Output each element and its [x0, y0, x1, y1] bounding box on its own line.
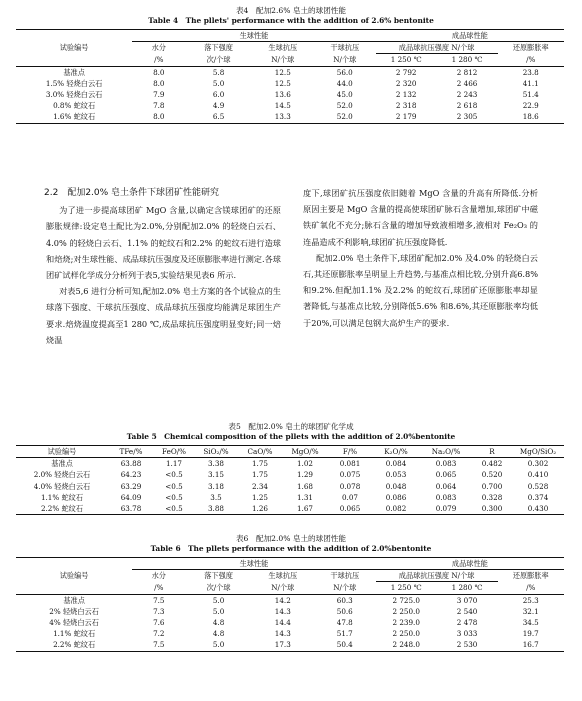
table5-block: [0, 422, 582, 515]
row-label: 基准点: [63, 595, 85, 605]
table-cell: 14.2: [274, 595, 291, 605]
table4-caption-en: Table 4 The pllets' performance with the addition of 2.6% bentonite: [148, 16, 434, 25]
table-cell: 1.31: [296, 492, 313, 502]
table-cell: 2 725.0: [392, 595, 420, 605]
t4-h-water: 水分: [151, 43, 166, 53]
row-label: 基准点: [51, 459, 73, 469]
row-label: 2.2% 蛇纹石: [53, 640, 96, 650]
table-row: [16, 111, 564, 123]
table-cell: 1.75: [251, 459, 268, 469]
table-cell: 0.302: [527, 459, 549, 469]
column-header: 试验编号: [47, 447, 77, 456]
table-cell: 7.5: [153, 595, 165, 605]
t6-h-dcs-unit: N/个球: [333, 583, 357, 593]
table-cell: 34.5: [522, 618, 539, 628]
table-cell: 3 033: [456, 629, 478, 639]
table-cell: 1.02: [296, 459, 313, 469]
t4-h-t2: 1 280 ℃: [451, 55, 483, 65]
table-cell: 0.430: [527, 504, 549, 514]
right-paragraph-1: 度下,球团矿抗压强度依旧随着 MgO 含量的升高有所降低.分析原因主要是 MgO 含量的提高使球团矿脉石含量增加,球团矿中磁铁矿氧化不充分;脉石含量的增加导致液相增多,液相对 Fe₂O₃ 的连晶造成不利影响,球团矿抗压强度降低.: [303, 188, 538, 247]
table-cell: 12.5: [274, 67, 291, 77]
table-cell: 0.410: [527, 470, 549, 480]
column-header: K₂O/%: [384, 447, 408, 456]
table-cell: 7.3: [153, 606, 165, 616]
table-cell: 1.26: [251, 504, 268, 514]
table-cell: 2 243: [456, 90, 478, 100]
table-cell: 2 318: [395, 101, 417, 111]
t6-h-id: 试验编号: [16, 558, 132, 595]
table-cell: 0.300: [481, 504, 503, 514]
t4-h-gcs: 生球抗压: [268, 43, 298, 53]
table-cell: 1.25: [251, 492, 268, 502]
left-paragraph-1: 为了进一步提高球团矿 MgO 含量,以确定含镁球团矿的还原膨胀规律:设定皂土配比为2.0%,分别配加2.0% 的轻烧白云石、4.0% 的轻烧白云石、1.1% 的蛇纹石和2.2% 的蛇纹石进行造球和焙烧;对生球性能、成品球抗压强度及还原膨胀率进行测定.各球团矿试样化学成分分析列于表5,实验结果见表6 所示.: [46, 205, 281, 281]
table-cell: 3.5: [210, 492, 222, 502]
table-cell: 0.084: [385, 459, 407, 469]
table-cell: 52.0: [336, 112, 353, 122]
table-row: [16, 469, 564, 480]
table-cell: 23.8: [522, 67, 539, 77]
section-heading: 2.2 配加2.0% 皂土条件下球团矿性能研究: [44, 188, 220, 198]
table-cell: 5.0: [212, 606, 225, 616]
table-cell: 7.8: [153, 101, 165, 111]
table-cell: 4.9: [212, 101, 225, 111]
table-cell: 0.065: [339, 504, 361, 514]
table-row: [16, 503, 564, 515]
table-cell: 1.75: [251, 470, 268, 480]
table-cell: 64.09: [120, 492, 142, 502]
table-cell: 50.4: [336, 640, 353, 650]
table-cell: 44.0: [336, 78, 353, 88]
table-cell: 7.9: [153, 90, 165, 100]
column-header: SiO₂/%: [203, 447, 229, 456]
table-cell: 16.7: [522, 640, 539, 650]
table-cell: 1.67: [296, 504, 313, 514]
t6-h-t1: 1 250 ℃: [390, 583, 422, 593]
table-cell: 7.6: [153, 618, 165, 628]
table-cell: 0.053: [385, 470, 407, 480]
t4-h-drop: 落下强度: [204, 43, 233, 53]
row-label: 1.6% 蛇纹石: [53, 112, 96, 122]
table5: [16, 445, 564, 515]
row-label: 2.0% 轻烧白云石: [33, 470, 91, 480]
table-cell: 3 070: [456, 595, 478, 605]
right-paragraph-2: 配加2.0% 皂土条件下,球团矿配加2.0% 及4.0% 的轻烧白云石,其还原膨胀率呈明显上升趋势,与基准点相比较,分别升高6.8% 和9.2%.但配加1.1% 及2.2% 的蛇纹石,球团矿还原膨胀率却显著降低,与基准点比较,分别降低5.6% 和8.6%,其还原膨胀率均低于20%,可以满足包钢大高炉生产的要求.: [303, 252, 538, 328]
t4-h-swell: 还原膨胀率: [512, 43, 549, 53]
table-row: [16, 89, 564, 100]
table-cell: 63.78: [120, 504, 142, 514]
column-header: Na₂O/%: [431, 447, 461, 456]
table-cell: 0.065: [435, 470, 457, 480]
t6-h-swell: 还原膨胀率: [512, 571, 549, 581]
row-label: 基准点: [63, 67, 85, 77]
table-cell: 3.15: [207, 470, 224, 480]
table-cell: 1.29: [296, 470, 313, 480]
row-label: 1.1% 蛇纹石: [53, 629, 96, 639]
table-cell: 4.8: [212, 629, 225, 639]
table-cell: 2 618: [456, 101, 478, 111]
t6-h-green: 生球性能: [132, 558, 376, 570]
table-row: [16, 594, 564, 606]
table-cell: 0.374: [527, 492, 549, 502]
table-cell: 0.048: [385, 481, 407, 491]
table-cell: 2 239.0: [392, 618, 420, 628]
table6-caption-cn: 表6 配加2.0% 皂土的球团性能: [235, 534, 347, 543]
left-paragraph-2: 对表5,6 进行分析可知,配加2.0% 皂土方案的各个试验点的生球落下强度、干球抗压强度、成品球抗压强度均能满足球团生产要求.焙烧温度提高至1 280 ℃,成品球抗压强度明显变好;同一焙烧温: [46, 286, 281, 345]
table-cell: 14.4: [274, 618, 291, 628]
table-cell: 47.8: [336, 618, 353, 628]
table-cell: 0.082: [385, 504, 407, 514]
table-cell: 32.1: [522, 606, 539, 616]
table-cell: 45.0: [336, 90, 353, 100]
column-header: F/%: [342, 447, 358, 456]
t6-h-drop-unit: 次/个球: [206, 583, 231, 593]
table-cell: 2 250.0: [392, 629, 420, 639]
table-cell: 2 812: [456, 67, 478, 77]
table-cell: 64.23: [120, 470, 142, 480]
table-cell: 0.083: [435, 459, 457, 469]
table-row: [16, 481, 564, 492]
table-cell: 56.0: [336, 67, 353, 77]
table-cell: 0.083: [435, 492, 457, 502]
table-cell: 52.0: [336, 101, 353, 111]
t6-h-dcs: 干球抗压: [330, 571, 360, 581]
t4-h-gcs-unit: N/个球: [271, 55, 295, 65]
table-cell: 0.520: [481, 470, 503, 480]
table-cell: 2 305: [456, 112, 478, 122]
table-cell: 7.5: [153, 640, 165, 650]
table-cell: 14.5: [274, 101, 291, 111]
left-column: [46, 185, 281, 348]
table-cell: 7.2: [153, 629, 165, 639]
table-cell: 5.0: [212, 595, 225, 605]
table-cell: 2 250.0: [392, 606, 420, 616]
t4-h-swell-unit: /%: [526, 55, 536, 65]
table-cell: 0.081: [339, 459, 361, 469]
table-row: [16, 606, 564, 617]
row-label: 3.0% 轻烧白云石: [45, 90, 103, 100]
table-cell: 2 320: [395, 78, 417, 88]
table-cell: 3.18: [207, 481, 224, 491]
column-header: MgO/%: [291, 447, 319, 456]
table-cell: 0.328: [481, 492, 503, 502]
column-header: CaO/%: [247, 447, 273, 456]
table-cell: 0.700: [481, 481, 503, 491]
table-cell: 2 792: [395, 67, 417, 77]
table-cell: 18.6: [522, 112, 539, 122]
column-header: MgO/SiO₂: [519, 447, 557, 456]
t4-h-fcs: 成品球抗压强度 N/个球: [376, 42, 498, 54]
t6-h-gcs-unit: N/个球: [271, 583, 295, 593]
row-label: 4% 轻烧白云石: [49, 618, 99, 628]
t4-h-dcs: 干球抗压: [330, 43, 360, 53]
table-cell: 0.075: [339, 470, 361, 480]
table-cell: 0.079: [435, 504, 457, 514]
table-cell: 2 478: [456, 618, 478, 628]
table-cell: 1.17: [165, 459, 182, 469]
table-cell: 6.0: [212, 90, 225, 100]
row-label: 4.0% 轻烧白云石: [33, 481, 91, 491]
table-cell: 0.086: [385, 492, 407, 502]
table-cell: 63.88: [120, 459, 142, 469]
table-cell: 51.7: [336, 629, 353, 639]
t6-h-drop: 落下强度: [204, 571, 233, 581]
t4-h-fired: 成品球性能: [376, 30, 564, 42]
t6-h-swell-unit: /%: [526, 583, 536, 593]
table-cell: 2 132: [395, 90, 417, 100]
table-cell: 2 248.0: [392, 640, 420, 650]
row-label: 1.1% 蛇纹石: [40, 492, 84, 502]
table-cell: 5.8: [212, 67, 225, 77]
row-label: 0.8% 蛇纹石: [53, 101, 96, 111]
table-cell: 2 179: [395, 112, 417, 122]
table-cell: 2.34: [251, 481, 268, 491]
table-cell: 3.88: [207, 504, 224, 514]
table-cell: <0.5: [165, 481, 183, 491]
t4-h-dcs-unit: N/个球: [333, 55, 357, 65]
table-cell: <0.5: [165, 470, 183, 480]
t6-h-fired: 成品球性能: [376, 558, 564, 570]
table-cell: 19.7: [522, 629, 539, 639]
t4-h-drop-unit: 次/个球: [206, 55, 231, 65]
table-row: [16, 639, 564, 651]
table5-header-row: [16, 446, 564, 458]
table-cell: 3.38: [207, 459, 224, 469]
column-header: FeO/%: [162, 447, 186, 456]
table-cell: 17.3: [274, 640, 291, 650]
table-cell: 25.3: [522, 595, 539, 605]
table-cell: 1.68: [296, 481, 313, 491]
table-cell: 13.3: [274, 112, 291, 122]
table-row: [16, 617, 564, 628]
row-label: 2% 轻烧白云石: [49, 606, 99, 616]
column-header: R: [489, 447, 495, 456]
table6-block: [0, 534, 582, 652]
table-cell: 0.528: [527, 481, 549, 491]
table-cell: 13.6: [274, 90, 291, 100]
table6: [16, 557, 564, 652]
column-header: TFe/%: [119, 447, 143, 456]
table-cell: 0.07: [341, 492, 358, 502]
table-cell: 14.3: [274, 606, 291, 616]
table-cell: 2 540: [456, 606, 478, 616]
table-cell: 63.29: [120, 481, 142, 491]
table-row: [16, 492, 564, 503]
table-cell: <0.5: [165, 504, 183, 514]
table6-caption-en: Table 6 The pllets performance with the addition of 2.0%bentonite: [150, 544, 432, 553]
table4-caption-cn: 表4 配加2.6% 皂土的球团性能: [235, 6, 347, 15]
table-cell: 8.0: [153, 67, 165, 77]
table-row: [16, 628, 564, 639]
table-cell: 14.3: [274, 629, 291, 639]
table-row: [16, 78, 564, 89]
table4-body: [16, 66, 564, 123]
table-row: [16, 66, 564, 78]
table4: [16, 29, 564, 124]
table-cell: 6.5: [212, 112, 225, 122]
table-cell: 41.1: [522, 78, 539, 88]
table-cell: 50.6: [336, 606, 353, 616]
t6-h-water-unit: /%: [154, 583, 164, 593]
table-cell: 5.0: [212, 640, 225, 650]
t4-h-water-unit: /%: [154, 55, 164, 65]
table-cell: 0.482: [481, 459, 503, 469]
table-cell: 5.0: [212, 78, 225, 88]
table-cell: 8.0: [153, 78, 165, 88]
table-cell: <0.5: [165, 492, 183, 502]
table-cell: 60.3: [336, 595, 353, 605]
table-cell: 0.078: [339, 481, 361, 491]
t4-h-green: 生球性能: [132, 30, 376, 42]
table-row: [16, 100, 564, 111]
table-cell: 51.4: [522, 90, 539, 100]
table5-caption-cn: 表5 配加2.0% 皂土的球团矿化学成: [228, 422, 354, 431]
table4-block: [0, 6, 582, 124]
table6-body: [16, 594, 564, 651]
table-row: [16, 458, 564, 470]
t6-h-fcs: 成品球抗压强度 N/个球: [376, 570, 498, 582]
t6-h-gcs: 生球抗压: [268, 571, 298, 581]
table5-body: [16, 458, 564, 515]
t4-h-t1: 1 250 ℃: [390, 55, 422, 65]
table5-caption-en: Table 5 Chemical composition of the pllets with the addition of 2.0%bentonite: [126, 432, 456, 441]
table-cell: 12.5: [274, 78, 291, 88]
table-cell: 2 530: [456, 640, 478, 650]
row-label: 2.2% 蛇纹石: [40, 504, 84, 514]
t4-h-id: 试验编号: [16, 30, 132, 67]
t6-h-t2: 1 280 ℃: [451, 583, 483, 593]
table-cell: 8.0: [153, 112, 165, 122]
right-column: [303, 185, 538, 331]
t6-h-water: 水分: [151, 571, 166, 581]
table-cell: 2 466: [456, 78, 478, 88]
row-label: 1.5% 轻烧白云石: [45, 78, 103, 88]
table-cell: 22.9: [522, 101, 539, 111]
table-cell: 0.064: [435, 481, 457, 491]
table-cell: 4.8: [212, 618, 225, 628]
